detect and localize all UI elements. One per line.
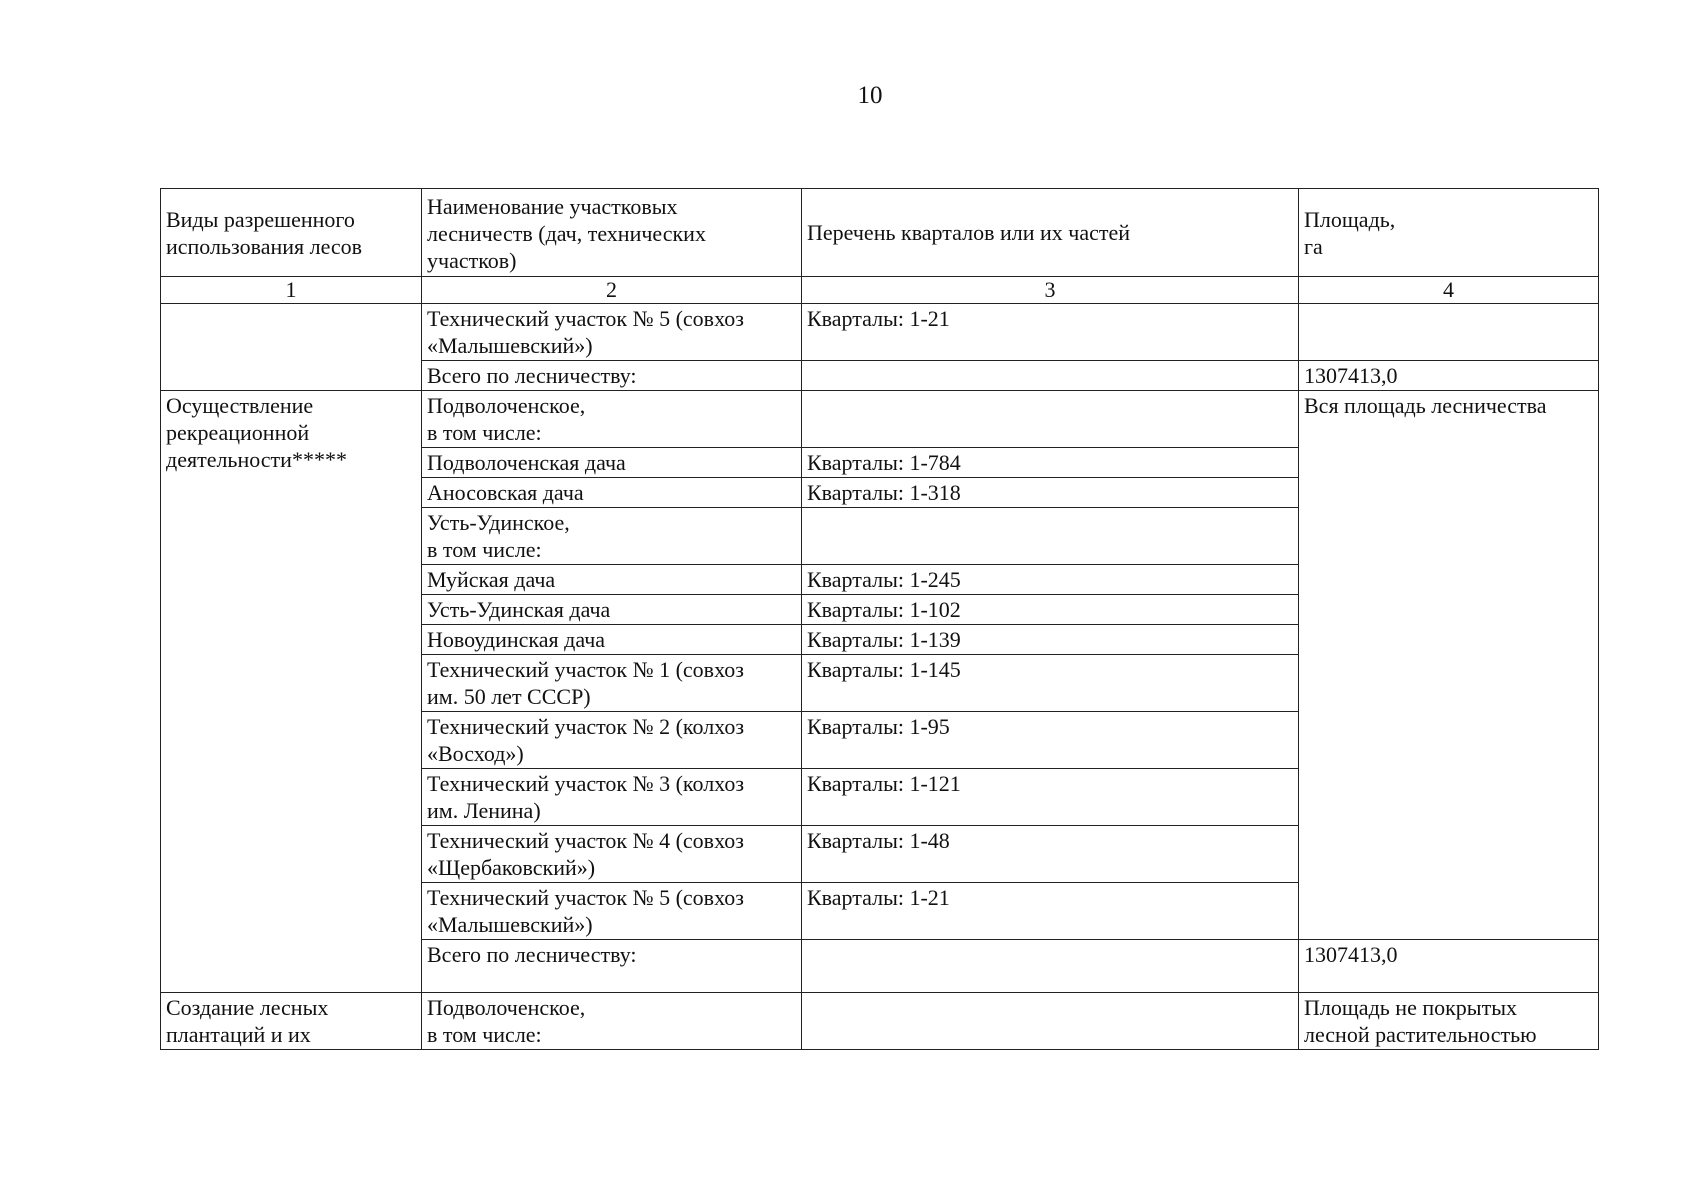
forestry-name-cell: Всего по лесничеству: xyxy=(422,940,802,993)
forestry-name-cell: Аносовская дача xyxy=(422,478,802,508)
forestry-name-cell: Всего по лесничеству: xyxy=(422,361,802,391)
table-row xyxy=(161,304,1599,361)
forestry-name-cell: Технический участок № 5 (совхоз «Малышевский») xyxy=(422,883,802,940)
area-cell: Площадь не покрытых лесной растительностью xyxy=(1299,993,1599,1050)
quarters-cell xyxy=(802,508,1299,565)
forestry-name-cell: Усть-Удинская дача xyxy=(422,595,802,625)
quarters-cell: Кварталы: 1-318 xyxy=(802,478,1299,508)
table-header-row xyxy=(161,189,1599,277)
table-row xyxy=(161,391,1599,448)
header-col-area: Площадь, га xyxy=(1299,189,1599,277)
forestry-name-cell: Подволоченское, в том числе: xyxy=(422,993,802,1050)
page-number: 10 xyxy=(857,82,883,109)
forestry-name-cell: Технический участок № 5 (совхоз «Малышевский») xyxy=(422,304,802,361)
forestry-name-cell: Усть-Удинское, в том числе: xyxy=(422,508,802,565)
forestry-name-cell: Технический участок № 3 (колхоз им. Ленина) xyxy=(422,769,802,826)
quarters-cell xyxy=(802,361,1299,391)
quarters-cell: Кварталы: 1-21 xyxy=(802,883,1299,940)
forestry-name-cell: Подволоченская дача xyxy=(422,448,802,478)
quarters-cell: Кварталы: 1-21 xyxy=(802,304,1299,361)
column-number: 2 xyxy=(422,277,802,304)
area-cell: 1307413,0 xyxy=(1299,361,1599,391)
forestry-name-cell: Технический участок № 1 (совхоз им. 50 лет СССР) xyxy=(422,655,802,712)
column-numbers-row xyxy=(161,277,1599,304)
forest-use-table xyxy=(160,188,1599,1050)
forestry-name-cell: Новоудинская дача xyxy=(422,625,802,655)
forestry-name-cell: Подволоченское, в том числе: xyxy=(422,391,802,448)
area-cell: 1307413,0 xyxy=(1299,940,1599,993)
area-cell: Вся площадь лесничества xyxy=(1299,391,1599,940)
use-type-cell xyxy=(161,304,422,391)
quarters-cell: Кварталы: 1-139 xyxy=(802,625,1299,655)
header-col-quarters: Перечень кварталов или их частей xyxy=(802,189,1299,277)
quarters-cell xyxy=(802,993,1299,1050)
column-number: 3 xyxy=(802,277,1299,304)
quarters-cell: Кварталы: 1-245 xyxy=(802,565,1299,595)
column-number: 1 xyxy=(161,277,422,304)
area-cell xyxy=(1299,304,1599,361)
forestry-name-cell: Технический участок № 4 (совхоз «Щербаковский») xyxy=(422,826,802,883)
quarters-cell xyxy=(802,391,1299,448)
forestry-name-cell: Муйская дача xyxy=(422,565,802,595)
use-type-cell: Создание лесных плантаций и их xyxy=(161,993,422,1050)
quarters-cell: Кварталы: 1-145 xyxy=(802,655,1299,712)
quarters-cell: Кварталы: 1-784 xyxy=(802,448,1299,478)
quarters-cell: Кварталы: 1-48 xyxy=(802,826,1299,883)
header-col-use-types: Виды разрешенного использования лесов xyxy=(161,189,422,277)
header-col-forestry-names: Наименование участковых лесничеств (дач, технических участков) xyxy=(422,189,802,277)
quarters-cell xyxy=(802,940,1299,993)
column-number: 4 xyxy=(1299,277,1599,304)
table-row xyxy=(161,993,1599,1050)
use-type-cell: Осуществление рекреационной деятельности***** xyxy=(161,391,422,993)
forestry-name-cell: Технический участок № 2 (колхоз «Восход») xyxy=(422,712,802,769)
quarters-cell: Кварталы: 1-95 xyxy=(802,712,1299,769)
quarters-cell: Кварталы: 1-102 xyxy=(802,595,1299,625)
quarters-cell: Кварталы: 1-121 xyxy=(802,769,1299,826)
